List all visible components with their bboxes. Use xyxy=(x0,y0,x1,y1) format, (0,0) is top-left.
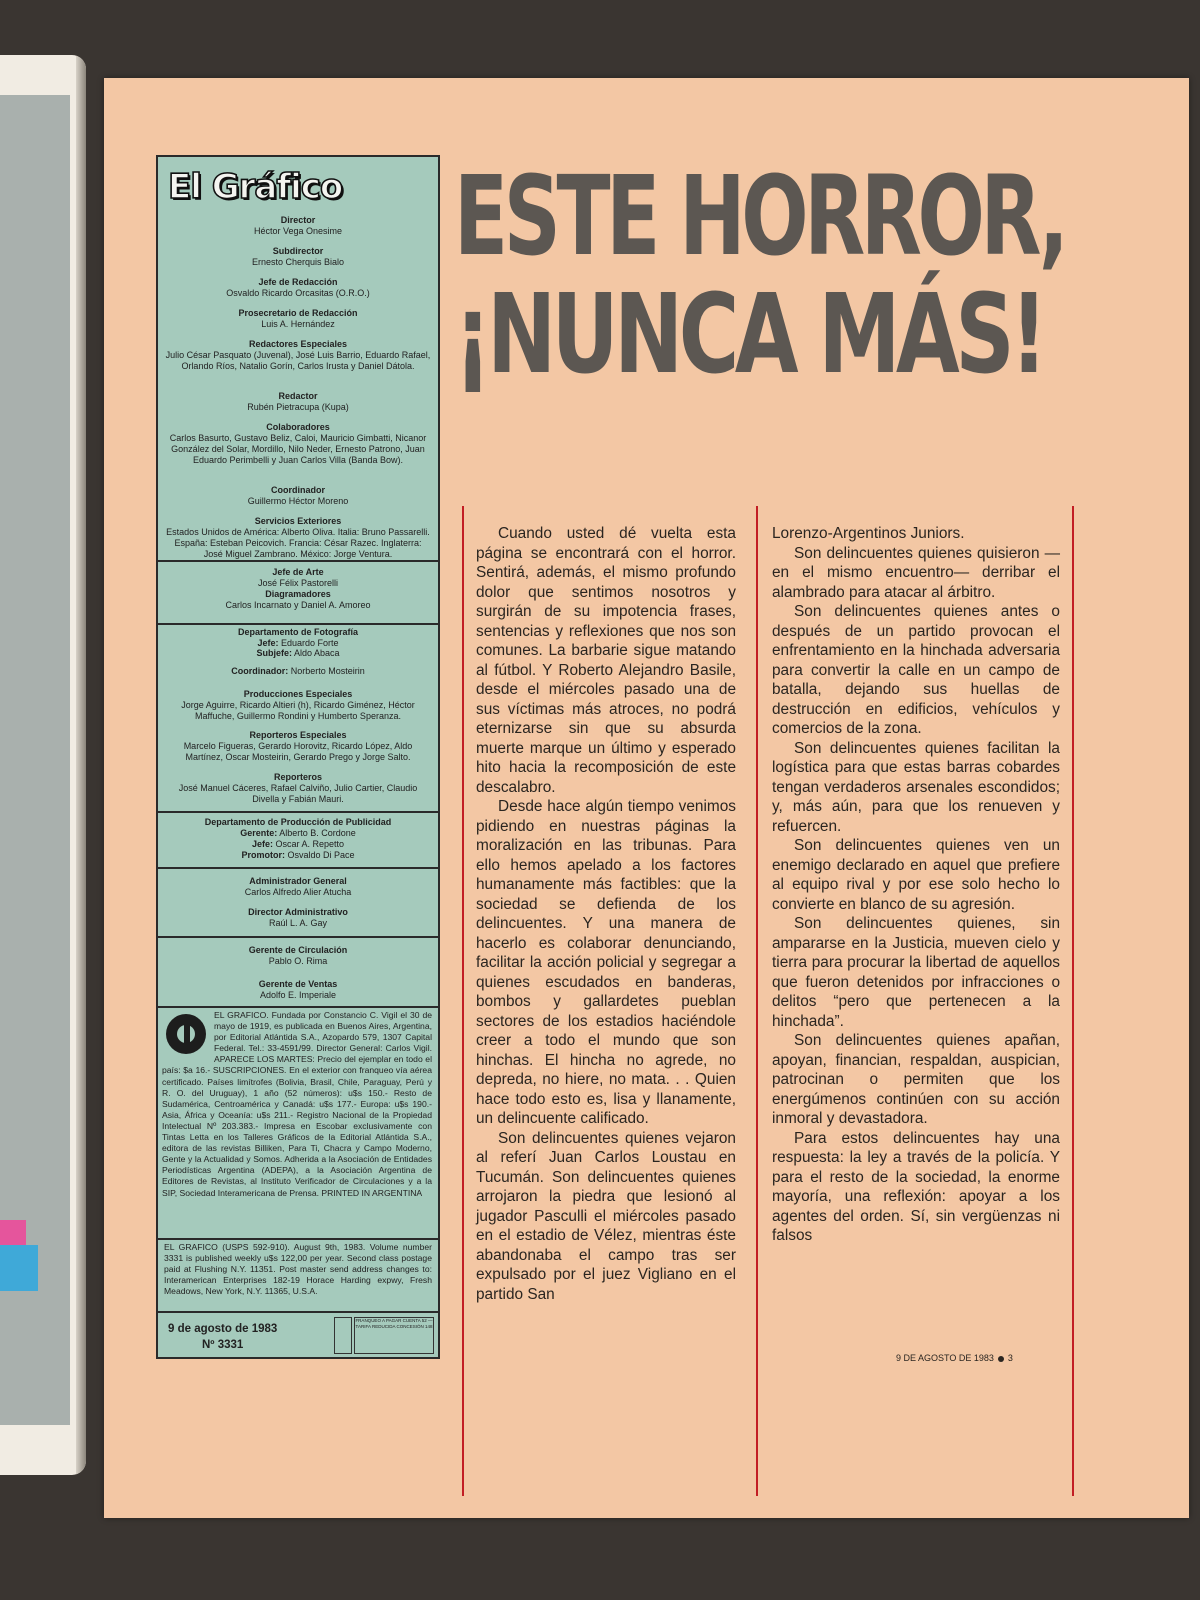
publisher-block xyxy=(158,1008,438,1236)
magazine-logo: El Gráfico xyxy=(168,167,343,207)
staff-colaboradores xyxy=(158,422,438,466)
staff-names: Pablo O. Rima xyxy=(268,956,328,966)
staff-title: Producciones Especiales xyxy=(243,689,353,699)
staff-publicidad-promotor xyxy=(158,850,438,861)
staff-names: Carlos Alfredo Alier Atucha xyxy=(244,887,352,897)
bullet-icon xyxy=(998,1356,1004,1362)
staff-title: Redactores Especiales xyxy=(248,339,348,349)
staff-names: Jorge Aguirre, Ricardo Altieri (h), Ricardo Giménez, Héctor Maffuche, Guillermo Rondini y Humberto Speranza. xyxy=(181,700,415,721)
staff-names: Carlos Incarnato y Daniel A. Amoreo xyxy=(225,600,371,610)
column-rule-middle xyxy=(756,506,758,1496)
staff-names: Julio César Pasquato (Juvenal), José Luis Barrio, Eduardo Rafael, Orlando Ríos, Natalio Gorín, Carlos Irusta y Daniel Dátola. xyxy=(165,350,431,371)
postal-stamp-icon xyxy=(334,1317,352,1354)
staff-publicidad-gerente xyxy=(158,828,438,839)
masthead-divider xyxy=(158,623,438,625)
staff-servicios-exteriores xyxy=(158,516,438,560)
article-paragraph: Cuando usted dé vuelta esta página se encontrará con el horror. Sentirá, además, el mismo profundo dolor que sentimos nosotros y surgirán de su impotencia frases, sentencias y reflexiones que nos son comunes. La barbarie sigue matando al fútbol. Y Roberto Alejandro Basile, desde el miércoles pasado una de sus víctimas más atroces, no podrá eternizarse sin que su absurda muerte marque un último y esperado hito hacia la recomposición de este descalabro. xyxy=(476,525,736,796)
article-column-1 xyxy=(476,524,736,1504)
article-paragraph: Son delincuentes quienes vejaron al referí Juan Carlos Loustau en Tucumán. Son delincuentes quienes arrojaron la piedra que lesionó al jugador Pasculli el miércoles pasado en el estadio de Vélez, mientras éste abandonaba el campo tras ser expulsado por el juez Vigliano en el partido San xyxy=(476,1129,736,1303)
staff-title: Servicios Exteriores xyxy=(254,516,342,526)
staff-publicidad xyxy=(158,817,438,861)
article-paragraph: Son delincuentes quienes, sin ampararse en la Justicia, mueven cielo y tierra para procurar la libertad de aquellos que fueron detenidos por infracciones o delitos “pero que pertenecen a la hinchada”. xyxy=(772,915,1060,1030)
footer-date: 9 DE AGOSTO DE 1983 xyxy=(896,1353,994,1363)
staff-title: Subdirector xyxy=(272,246,324,256)
article-paragraph: Para estos delincuentes hay una respuesta: la ley a través de la policía. Y para el resto de la sociedad, la enorme mayoría, una reflexión: apoyar a los agentes del orden. Sí, sin vergüenzas ni falsos xyxy=(772,1129,1060,1244)
staff-reporteros xyxy=(158,772,438,805)
usps-notice: EL GRAFICO (USPS 592-910). August 9th, 1983. Volume number 3331 is published weekly u$s 122,00 per year. Second class postage paid at Flushing N.Y. 11351. Post master send address changes to: Interamerican Enterprises 182-19 Horace Harding expwy, Fresh Meadows, New York, N.Y. 11365, U.S.A. xyxy=(164,1242,432,1296)
masthead-divider xyxy=(158,560,438,562)
staff-title: Diagramadores xyxy=(265,589,331,599)
staff-names: José Félix Pastorelli xyxy=(257,578,339,588)
article-paragraph: Desde hace algún tiempo venimos pidiendo en nuestras páginas la moralización en las tribunas. Para ello hemos apelado a los factores humanamente más factibles: que la sociedad se defienda de los delincuentes. Y una manera de hacerlo es colaborar denunciando, facilitar la acción policial y segregar a quienes escudados en banderas, bombos y gallardetes pueblan sectores de los estadios haciéndole creer a todo el mundo que son hinchas. El hincha no agrede, no depreda, no hiere, no mata. . . Quien hace todo esto es, lisa y llanamente, un delincuente calificado. xyxy=(476,798,736,1127)
column-rule-left xyxy=(462,506,464,1496)
headline-line-2: ¡NUNCA MÁS! xyxy=(454,270,1044,398)
staff-director xyxy=(158,215,438,237)
staff-names: Luis A. Hernández xyxy=(261,319,335,329)
staff-title: Jefe de Redacción xyxy=(258,277,338,287)
staff-title: Reporteros Especiales xyxy=(249,730,347,740)
article-paragraph: Son delincuentes quienes antes o después de un partido provocan el enfrentamiento en la hinchada adversaria para convertir la calle en un campo de batalla, dejando sus huellas de destrucción en edificios, vehículos y comercios de la zona. xyxy=(772,603,1060,737)
staff-title: Director Administrativo xyxy=(248,907,348,917)
staff-title: Director xyxy=(280,215,316,225)
staff-names: Marcelo Figueras, Gerardo Horovitz, Ricardo López, Aldo Martínez, Oscar Mosteirin, Gerardo Prego y Jorge Salto. xyxy=(183,741,413,762)
staff-subdirector xyxy=(158,246,438,268)
article-paragraph: Son delincuentes quienes apañan, apoyan, financian, respaldan, auspician, patrocinan o permiten que los energúmenos continúen con su acción inmoral y devastadora. xyxy=(772,1032,1060,1127)
article-paragraph: Son delincuentes quienes quisieron —en el mismo encuentro— derribar el alambrado para atacar al árbitro. xyxy=(772,544,1060,601)
postal-box: FRANQUEO A PAGAR CUENTA 52 — TARIFA REDUCIDA CONCESIÓN 148 xyxy=(354,1317,434,1354)
staff-title: Prosecretario de Redacción xyxy=(238,308,358,318)
staff-ventas xyxy=(158,979,438,1001)
publisher-text: EL GRAFICO. Fundada por Constancio C. Vigil el 30 de mayo de 1919, es publicada en Buenos Aires, Argentina, por Editorial Atlántida S.A., Azopardo 579, 1307 Capital Federal. Tel.: 33-4591/99. Director General: Carlos Vigil. APARECE LOS MARTES: Precio del ejemplar en todo el país: $a 16.- SUSCRIPCIONES. En el exterior con franqueo vía aérea certificado. Países limítrofes (Bolivia, Brasil, Chile, Paraguay, Perú y R. O. del Uruguay), 1 año (52 números): u$s 150.- Resto de Sudamérica, Centroamérica y Canadá: u$s 177.- Europa: u$s 190.- Asia, África y Oceanía: u$s 211.- Registro Nacional de la Propiedad Intelectual Nº 203.383.- Impresa en Escobar exclusivamente con Tintas Letta en los Talleres Gráficos de la Editorial Atlántida S.A., editora de las revistas Billiken, Para Ti, Chacra y Campo Moderno, Gente y la Actualidad y Somos. Adherida a la Asociación de Entidades Periodísticas Argentina (ADEPA), a la Asociación Argentina de Editores de Revistas, al Instituto Verificador de Circulaciones y a la SIP, Sociedad Interamericana de Prensa. PRINTED IN ARGENTINA xyxy=(162,1010,432,1198)
staff-title: Coordinador xyxy=(271,485,325,495)
staff-circulacion xyxy=(158,945,438,967)
article-paragraph: Son delincuentes quienes ven un enemigo declarado en aquel que prefiere al equipo rival y por ese solo hecho lo convierte en blanco de su agresión. xyxy=(772,837,1060,913)
staff-names: Eduardo Forte xyxy=(280,638,339,648)
article-paragraph: Son delincuentes quienes facilitan la logística para que estas barras cobardes tengan verdaderos arsenales escondidos; y, más aún, para que los renueven y refuercen. xyxy=(772,739,1060,835)
staff-director-administrativo xyxy=(158,907,438,929)
page-gutter xyxy=(76,55,86,1475)
staff-names: Raúl L. A. Gay xyxy=(268,918,328,928)
staff-names: Osvaldo Di Pace xyxy=(287,850,355,860)
masthead-divider xyxy=(158,936,438,938)
staff-administrador xyxy=(158,876,438,898)
headline-line-1: ESTE HORROR, xyxy=(454,152,1065,280)
column-rule-right xyxy=(1072,506,1074,1496)
staff-names: Oscar A. Repetto xyxy=(275,839,345,849)
staff-names: Alberto B. Cordone xyxy=(279,828,356,838)
staff-jefe-arte xyxy=(158,567,438,589)
issue-date: 9 de agosto de 1983 xyxy=(168,1323,278,1335)
staff-title: Redactor xyxy=(278,391,318,401)
staff-names: José Manuel Cáceres, Rafael Calviño, Julio Cartier, Claudio Divella y Fabián Mauri. xyxy=(178,783,418,804)
staff-names: Norberto Mosteirin xyxy=(290,666,365,676)
staff-title: Jefe: xyxy=(251,839,273,849)
staff-names: Osvaldo Ricardo Orcasitas (O.R.O.) xyxy=(226,288,370,298)
staff-title: Promotor: xyxy=(241,850,285,860)
masthead-divider xyxy=(158,1311,438,1313)
staff-prosecretario xyxy=(158,308,438,330)
staff-publicidad-jefe xyxy=(158,839,438,850)
staff-producciones-especiales xyxy=(158,689,438,722)
staff-names: Carlos Basurto, Gustavo Beliz, Caloi, Mauricio Gimbatti, Nicanor González del Solar, Mordillo, Nilo Neder, Ernesto Patrono, Juan Eduardo Perimbelli y Juan Carlos Villa (Banda Bow). xyxy=(169,433,427,465)
headline xyxy=(454,152,1144,398)
staff-names: Guillermo Héctor Moreno xyxy=(247,496,349,506)
staff-title: Reporteros xyxy=(273,772,322,782)
masthead-box xyxy=(156,155,440,1359)
staff-title: Gerente de Circulación xyxy=(248,945,348,955)
facing-page xyxy=(0,55,86,1475)
masthead-divider xyxy=(158,1238,438,1240)
issue-number: Nº 3331 xyxy=(202,1339,244,1351)
staff-title: Gerente de Ventas xyxy=(258,979,338,989)
staff-title: Colaboradores xyxy=(266,422,330,432)
staff-names: Adolfo E. Imperiale xyxy=(259,990,337,1000)
staff-title: Departamento de Producción de Publicidad xyxy=(204,817,392,827)
staff-names: Aldo Abaca xyxy=(293,648,340,658)
staff-title: Jefe de Arte xyxy=(272,567,324,577)
magazine-page xyxy=(104,78,1189,1518)
masthead-divider xyxy=(158,811,438,813)
article-paragraph: Lorenzo-Argentinos Juniors. xyxy=(772,525,965,542)
staff-diagramadores xyxy=(158,589,438,611)
publisher-logo-icon xyxy=(166,1014,206,1054)
staff-fotografia-coordinador xyxy=(158,666,438,677)
staff-redactor xyxy=(158,391,438,413)
staff-title: Gerente: xyxy=(240,828,278,838)
masthead-divider xyxy=(158,867,438,869)
staff-title: Subjefe: xyxy=(256,648,292,658)
staff-title: Jefe: xyxy=(257,638,279,648)
staff-jefe-redaccion xyxy=(158,277,438,299)
staff-fotografia-subjefe xyxy=(158,648,438,659)
staff-title: Coordinador: xyxy=(231,666,289,676)
staff-coordinador xyxy=(158,485,438,507)
staff-names: Héctor Vega Onesime xyxy=(253,226,343,236)
staff-title: Departamento de Fotografía xyxy=(237,627,358,637)
staff-title: Administrador General xyxy=(249,876,347,886)
staff-names: Ernesto Cherquis Bialo xyxy=(251,257,345,267)
staff-names: Rubén Pietracupa (Kupa) xyxy=(247,402,349,412)
page-footer xyxy=(896,1353,1013,1363)
facing-page-cyan-shape xyxy=(0,1245,38,1291)
staff-names: Estados Unidos de América: Alberto Oliva. Italia: Bruno Passarelli. España: Esteban Peicovich. Francia: César Razec. Inglaterra: José Miguel Zambrano. México: Jorge Ventura. xyxy=(166,527,430,559)
page-number: 3 xyxy=(1007,1353,1013,1363)
staff-fotografia xyxy=(158,627,438,649)
staff-redactores-especiales xyxy=(158,339,438,372)
staff-reporteros-especiales xyxy=(158,730,438,763)
